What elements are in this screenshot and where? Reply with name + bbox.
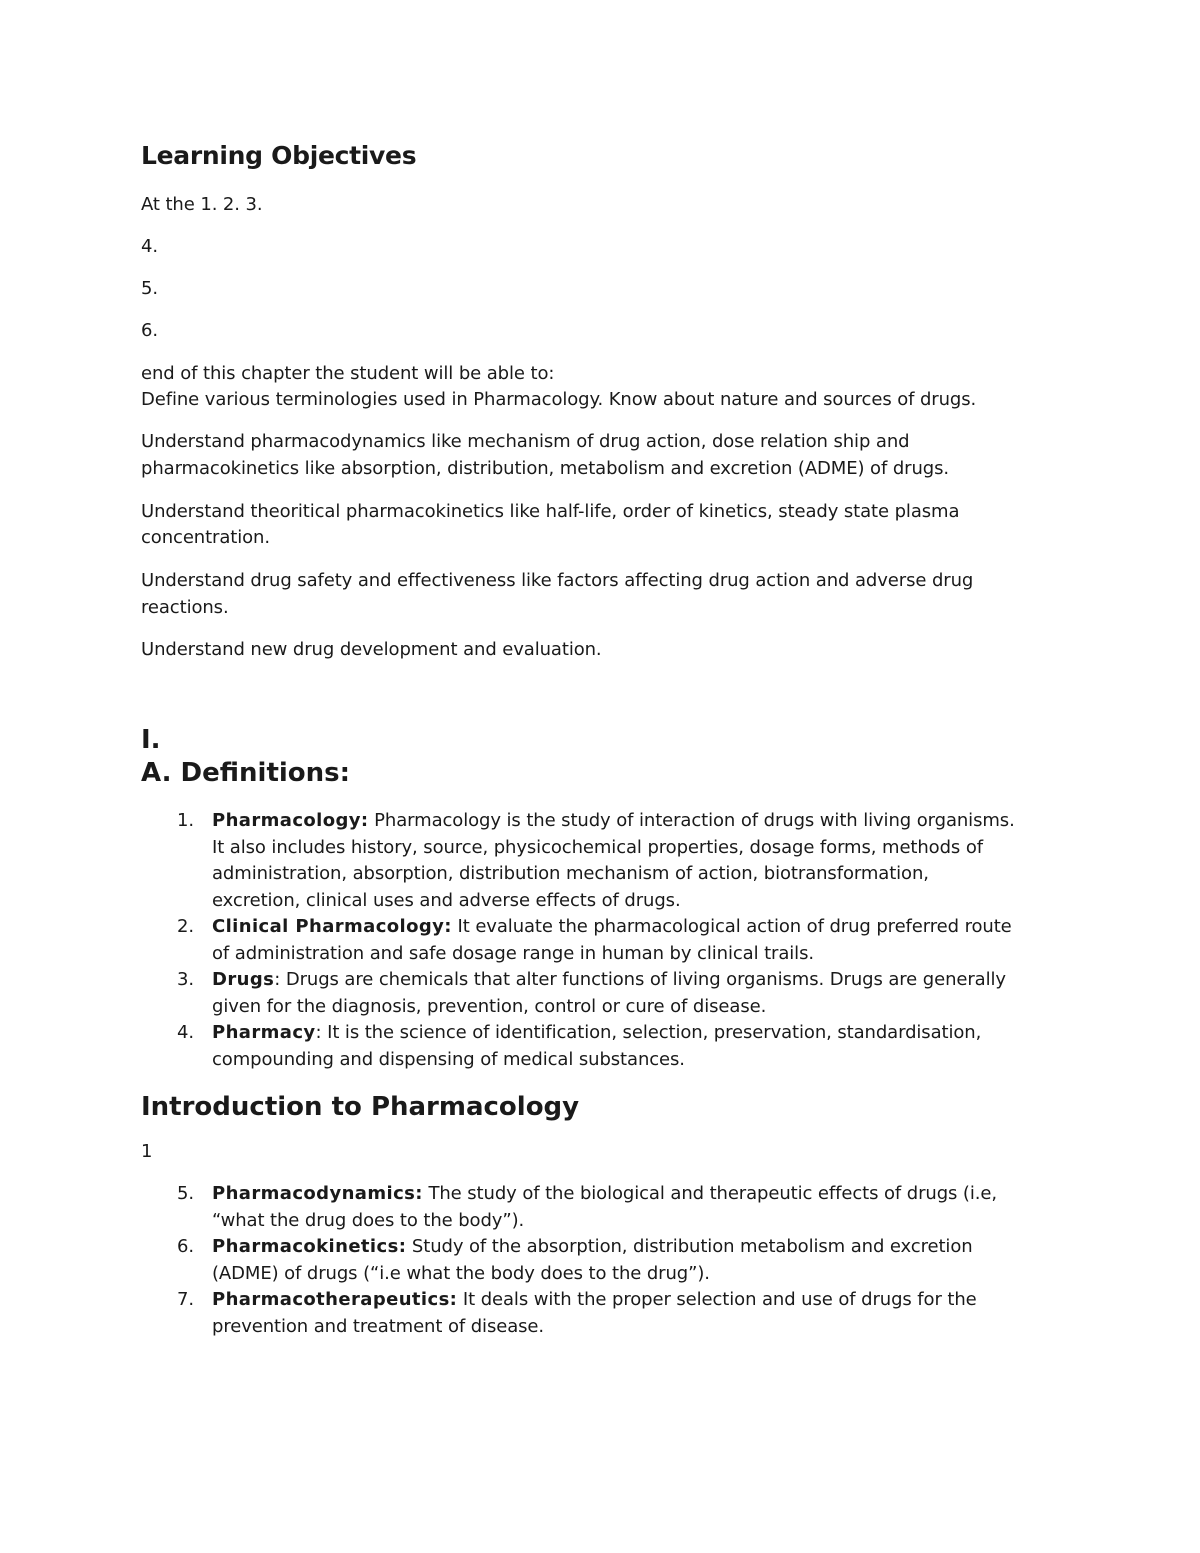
definitions-heading: A. Definitions: — [141, 758, 351, 788]
objective-safety-line1: Understand drug safety and effectiveness like factors affecting drug action and adverse drug — [141, 570, 974, 591]
definition-text: (ADME) of drugs (“i.e what the body does to the drug”). — [212, 1262, 710, 1284]
definition-item — [141, 1020, 1061, 1073]
definition-text: of administration and safe dosage range in human by clinical trails. — [212, 942, 814, 964]
term: Pharmacology: — [212, 810, 369, 831]
definitions-list — [141, 808, 1061, 1073]
item-number: 1. — [177, 810, 194, 831]
definition-text: compounding and dispensing of medical substances. — [212, 1048, 685, 1070]
objective-theoretical-line1: Understand theoritical pharmacokinetics like half-life, order of kinetics, steady state plasma — [141, 501, 960, 522]
definition-text: Study of the absorption, distribution metabolism and excretion — [406, 1236, 973, 1257]
term: Drugs — [212, 969, 275, 990]
term: Pharmacokinetics: — [212, 1236, 407, 1257]
definition-text: : It is the science of identification, selection, preservation, standardisation, — [315, 1022, 982, 1043]
definition-text: prevention and treatment of disease. — [212, 1315, 545, 1337]
section-roman-numeral: I. — [141, 725, 161, 755]
definition-item — [141, 967, 1061, 1020]
item-number: 2. — [177, 916, 194, 937]
definition-text: given for the diagnosis, prevention, control or cure of disease. — [212, 995, 767, 1017]
item-number: 3. — [177, 969, 194, 990]
objective-safety-line2: reactions. — [141, 597, 229, 618]
objective-theoretical-line2: concentration. — [141, 527, 270, 548]
definition-text: “what the drug does to the body”). — [212, 1209, 525, 1231]
definition-text: administration, absorption, distribution mechanism of action, biotransformation, — [212, 863, 929, 884]
definition-text: It evaluate the pharmacological action of drug preferred route — [451, 916, 1012, 937]
term: Pharmacy — [212, 1022, 316, 1043]
introduction-heading: Introduction to Pharmacology — [141, 1092, 580, 1122]
term: Pharmacodynamics: — [212, 1183, 423, 1204]
line-4: 4. — [141, 236, 158, 257]
definition-item — [141, 808, 1061, 914]
definition-item — [141, 1287, 1061, 1340]
objective-define: Define various terminologies used in Pharmacology. Know about nature and sources of drugs. — [141, 389, 977, 410]
line-5: 5. — [141, 278, 158, 299]
term: Clinical Pharmacology: — [212, 916, 452, 937]
definition-item — [141, 1234, 1061, 1287]
item-number: 6. — [177, 1236, 194, 1257]
objective-pharmacodynamics-line2: pharmacokinetics like absorption, distribution, metabolism and excretion (ADME) of drugs. — [141, 458, 949, 479]
line-6: 6. — [141, 320, 158, 341]
objective-pharmacodynamics-line1: Understand pharmacodynamics like mechanism of drug action, dose relation ship and — [141, 431, 910, 452]
definition-text: It also includes history, source, physicochemical properties, dosage forms, methods of — [212, 836, 983, 858]
definition-text: It deals with the proper selection and use of drugs for the — [457, 1289, 977, 1310]
page-number: 1 — [141, 1141, 153, 1162]
definition-item — [141, 914, 1061, 967]
objectives-lead-in: end of this chapter the student will be able to: — [141, 363, 555, 384]
item-number: 5. — [177, 1183, 194, 1204]
term: Pharmacotherapeutics: — [212, 1289, 458, 1310]
introduction-list — [141, 1181, 1061, 1340]
definition-text: Pharmacology is the study of interaction of drugs with living organisms. — [368, 810, 1015, 831]
learning-objectives-heading: Learning Objectives — [141, 141, 417, 170]
item-number: 7. — [177, 1289, 194, 1310]
definition-item — [141, 1181, 1061, 1234]
definition-text: : Drugs are chemicals that alter functions of living organisms. Drugs are generally — [274, 969, 1006, 990]
definition-text: The study of the biological and therapeutic effects of drugs (i.e, — [422, 1183, 997, 1204]
intro-line: At the 1. 2. 3. — [141, 194, 263, 215]
objective-new-drug: Understand new drug development and evaluation. — [141, 639, 602, 660]
definition-text: excretion, clinical uses and adverse effects of drugs. — [212, 889, 681, 911]
document-page — [141, 0, 1061, 1553]
item-number: 4. — [177, 1022, 194, 1043]
